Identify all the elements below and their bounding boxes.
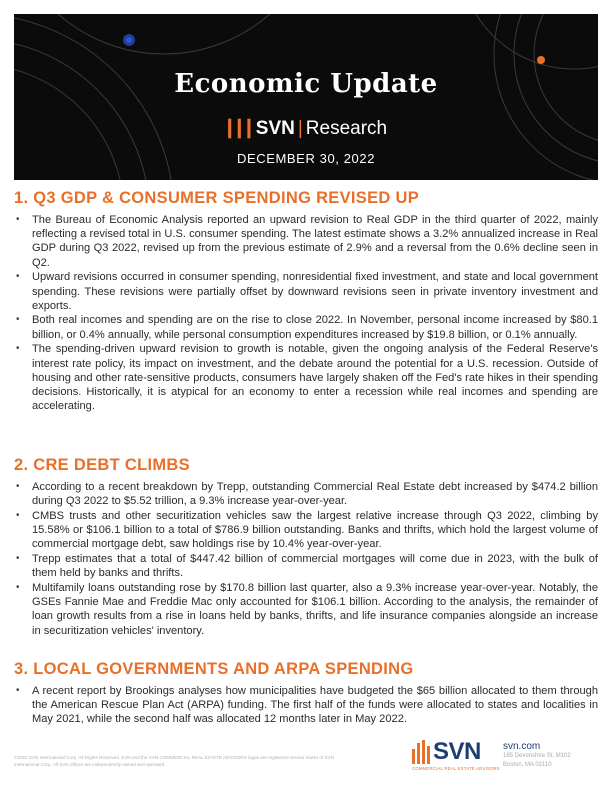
brand-name: SVN <box>255 118 295 139</box>
section-1-bullets <box>14 213 598 414</box>
list-item: • The spending-driven upward revision to growth is notable, given the ongoing analysis of the Federal Reserve's interest rate policy, its impact on investment, and the debate around the potential for a U.S. recession. Outside of housing and other rate-sensitive products, consumers have largely shaken off the Fed's rate hikes in their spending decisions. Historically, it is atypical for an economy to enter a recession while real incomes and spending are accelerating. <box>16 343 598 413</box>
header-banner <box>14 14 598 180</box>
svn-bars-icon: ┃┃┃ <box>224 121 254 138</box>
footer-logo-name: SVN <box>433 738 481 765</box>
list-item: • According to a recent breakdown by Trepp, outstanding Commercial Real Estate debt increased by $474.2 billion during Q3 2022 to $5.52 trillion, a 9.3% increase year-over-year. <box>16 481 598 508</box>
address-line-2: Boston, MA 02110 <box>503 762 552 768</box>
website-link[interactable]: svn.com <box>503 741 541 752</box>
section-2-bullets <box>14 480 598 638</box>
footer-contact <box>503 741 603 770</box>
section-1-heading: 1. Q3 GDP & CONSUMER SPENDING REVISED UP <box>14 189 420 207</box>
issue-date: DECEMBER 30, 2022 <box>236 151 376 166</box>
list-item: • A recent report by Brookings analyses how municipalities have budgeted the $65 billion allocated to them through the American Rescue Plan Act (ARPA) funding. The first half of the funds were allocated to states and localities in May 2021, while the second half was allocated 12 months later in May 2022. <box>16 685 598 726</box>
address-line-1: 185 Devonshire St, M102 <box>503 753 571 759</box>
footer-legal-text: ©2022 SVN International Corp. All Rights Reserved. SVN and the SVN COMMERCIAL REAL ESTATE ADVISORS logos are registered service marks of SVN International Corp. All SVN offices are independently owned and operated. <box>14 755 334 767</box>
section-3-heading: 3. LOCAL GOVERNMENTS AND ARPA SPENDING <box>14 660 414 678</box>
section-3-bullets <box>14 684 598 727</box>
brand-division: Research <box>305 118 388 139</box>
list-item: • Upward revisions occurred in consumer spending, nonresidential fixed investment, and state and local government spending. These revisions were partially offset by downward revisions seen in private inventory investment and exports. <box>16 271 598 312</box>
list-item: • CMBS trusts and other securitization vehicles saw the largest relative increase through Q3 2022, climbing by 15.58% or $106.1 billion to a total of $786.9 billion outstanding. Banks and thrifts, which hold the largest volume of commercial mortgage debt, saw holdings rise by 10.4% year-over-year. <box>16 509 598 551</box>
section-2-heading: 2. CRE DEBT CLIMBS <box>14 456 190 474</box>
brand-lockup <box>14 118 598 140</box>
svn-bars-icon <box>412 740 431 764</box>
page-title: Economic Update <box>174 69 438 99</box>
list-item: • Multifamily loans outstanding rose by $170.8 billion last quarter, also a 9.3% increase year-over-year. Notably, the GSEs Fannie Mae and Freddie Mac only accounted for $106.1 billion. According to the analysis, the remainder of loan growth results from a rise in loans held by banks, thrifts, and life insurance companies alongside an increase in securitization vehicles' inventory. <box>16 581 598 637</box>
list-item: • Both real incomes and spending are on the rise to close 2022. In November, personal income increased by $80.1 billion, or 0.4% annually, while personal consumption expenditures increased by $19.8 billion, or 0.1% annually. <box>16 314 598 341</box>
list-item: • The Bureau of Economic Analysis reported an upward revision to Real GDP in the third quarter of 2022, mainly reflecting a revised total in U.S. consumer spending. The latest estimate shows a 3.2% annualized increase in Real GDP during Q3 2022, revised up from the previous estimate of 2.9% and a reversal from the 0.6% decline seen in Q2. <box>16 214 598 269</box>
footer-logo <box>412 738 500 776</box>
footer-logo-tagline: COMMERCIAL REAL ESTATE ADVISORS <box>412 766 500 771</box>
brand-divider: | <box>297 118 303 139</box>
list-item: • Trepp estimates that a total of $447.42 billion of commercial mortgages will come due in 2023, with the bulk of them held by banks and thrifts. <box>16 553 598 580</box>
